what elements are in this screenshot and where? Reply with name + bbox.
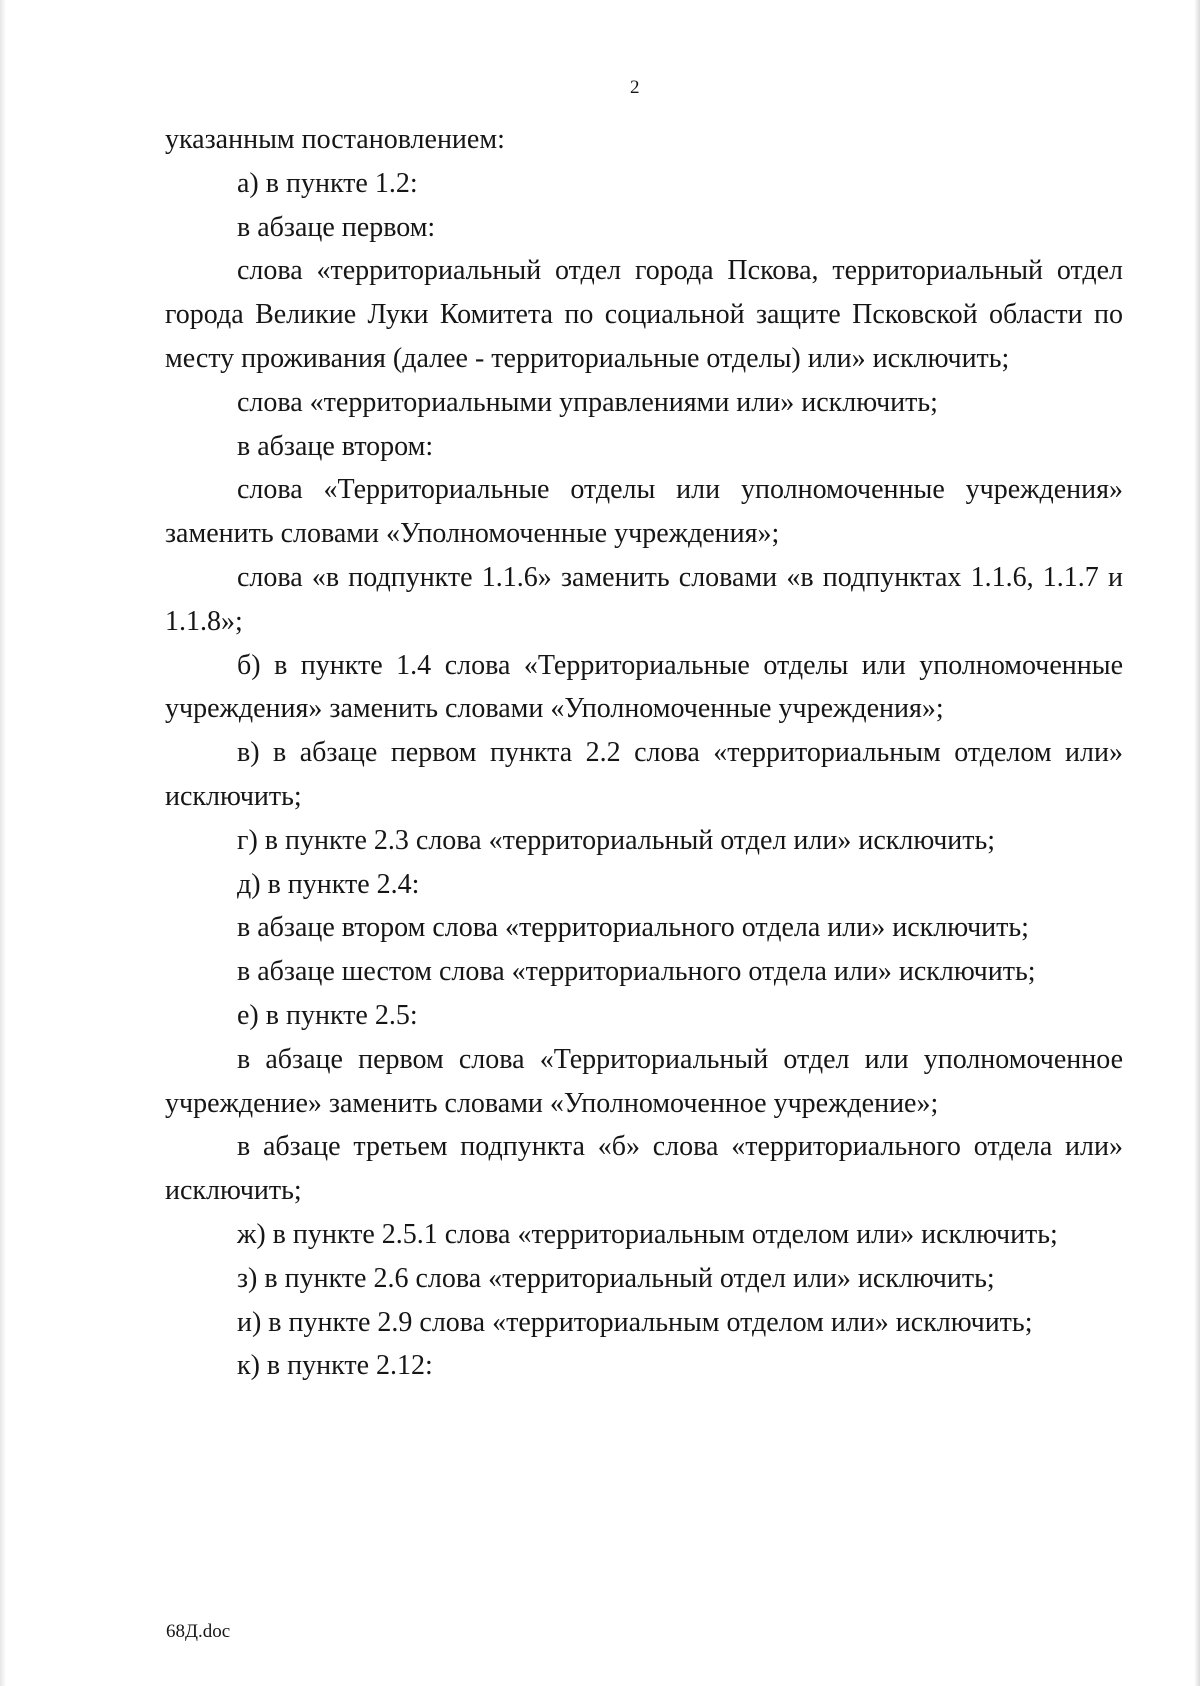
- paragraph: в абзаце первом слова «Территориальный отдел или уполномоченное учреждение» заменить словами «Уполномоченное учреждение»;: [165, 1043, 1123, 1119]
- paragraph: слова «территориальный отдел города Пскова, территориальный отдел города Великие Луки Комитета по социальной защите Псковской области по месту проживания (далее - территориальные отделы) или» исключить;: [165, 255, 1123, 374]
- paragraph: в абзаце шестом слова «территориального отдела или» исключить;: [237, 956, 1036, 988]
- paragraph: в) в абзаце первом пункта 2.2 слова «территориальным отделом или» исключить;: [165, 737, 1123, 812]
- paragraph: ж) в пункте 2.5.1 слова «территориальным отделом или» исключить;: [237, 1218, 1058, 1250]
- paragraph: слова «Территориальные отделы или уполномоченные учреждения» заменить словами «Уполномоченные учреждения»;: [165, 474, 1123, 550]
- paragraph: слова «территориальными управлениями или» исключить;: [237, 386, 938, 418]
- paragraph: д) в пункте 2.4:: [237, 868, 420, 900]
- paragraph: б) в пункте 1.4 слова «Территориальные отделы или уполномоченные учреждения» заменить словами «Уполномоченные учреждения»;: [165, 649, 1123, 725]
- paragraph: в абзаце втором:: [237, 430, 434, 462]
- paragraph: г) в пункте 2.3 слова «территориальный отдел или» исключить;: [237, 824, 996, 856]
- paragraph: е) в пункте 2.5:: [237, 999, 418, 1031]
- paragraph: в абзаце третьем подпункта «б» слова «территориального отдела или» исключить;: [165, 1131, 1123, 1207]
- paragraph: а) в пункте 1.2:: [237, 167, 418, 199]
- paragraph: слова «в подпункте 1.1.6» заменить словами «в подпунктах 1.1.6, 1.1.7 и 1.1.8»;: [165, 561, 1123, 637]
- footer-file-name: 68Д.doc: [166, 1621, 231, 1642]
- paragraph: и) в пункте 2.9 слова «территориальным отделом или» исключить;: [237, 1306, 1033, 1338]
- paragraph: к) в пункте 2.12:: [237, 1350, 433, 1382]
- document-body: [165, 118, 1123, 1388]
- paragraph-intro: указанным постановлением:: [165, 124, 505, 155]
- scan-edge-right: [1194, 0, 1200, 1686]
- scan-edge-left: [0, 0, 6, 1686]
- paragraph: в абзаце первом:: [237, 211, 436, 243]
- paragraph: з) в пункте 2.6 слова «территориальный отдел или» исключить;: [237, 1262, 995, 1294]
- paragraph: в абзаце втором слова «территориального отдела или» исключить;: [237, 912, 1029, 944]
- page-number: 2: [630, 77, 640, 98]
